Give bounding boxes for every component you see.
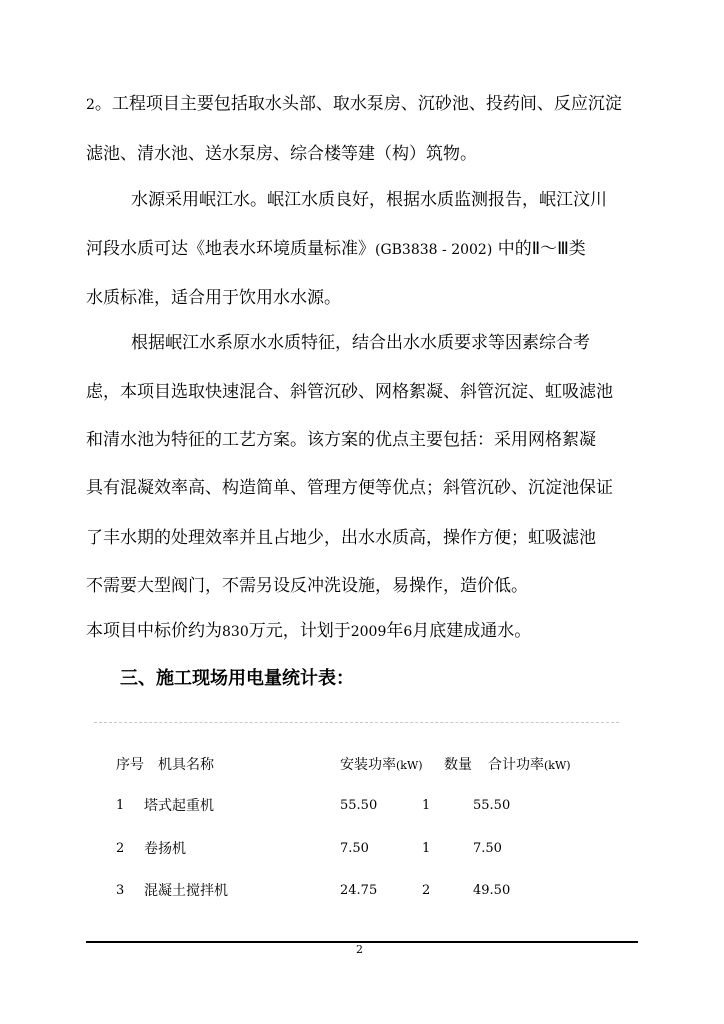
header-power: 安装功率(kW) xyxy=(340,757,423,773)
standard-code: (GB3838 - 2002) xyxy=(375,242,493,258)
table-row-3-name: 混凝土搅拌机 xyxy=(144,883,228,899)
paragraph-3-line-3: 和清水池为特征的工艺方案。该方案的优点主要包括：采用网格絮凝 xyxy=(86,430,596,450)
header-total: 合计功率(kW) xyxy=(488,757,571,773)
table-row-2-total: 7.50 xyxy=(473,841,502,856)
paragraph-3-line-2: 虑，本项目选取快速混合、斜管沉砂、网格絮凝、斜管沉淀、虹吸滤池 xyxy=(86,382,613,402)
table-row-2-index: 2 xyxy=(116,841,125,856)
month: 6 xyxy=(403,624,413,640)
paragraph-3-line-1: 根据岷江水系原水水质特征，结合出水水质要求等因素综合考 xyxy=(131,333,590,353)
table-row-1-total: 55.50 xyxy=(473,798,511,813)
header-name: 机具名称 xyxy=(158,757,214,773)
paragraph-3-line-4: 具有混凝效率高、构造简单、管理方便等优点；斜管沉砂、沉淀池保证 xyxy=(86,478,613,498)
paragraph-1-line-2: 滤池、清水池、送水泵房、综合楼等建（构）筑物。 xyxy=(86,144,477,164)
header-index: 序号 xyxy=(116,757,144,773)
table-row-2-power: 7.50 xyxy=(340,841,369,856)
paragraph-1-line-1: 2。工程项目主要包括取水头部、取水泵房、沉砂池、投药间、反应沉淀 xyxy=(86,94,622,114)
paragraph-4: 本项目中标价约为830万元，计划于2009年6月底建成通水。 xyxy=(86,621,532,641)
paragraph-3-line-5: 了丰水期的处理效率并且占地少，出水水质高，操作方便；虹吸滤池 xyxy=(86,528,596,548)
section-heading: 三、施工现场用电量统计表： xyxy=(120,668,354,689)
table-row-1-name: 塔式起重机 xyxy=(144,798,214,814)
paragraph-2-line-1: 水源采用岷江水。岷江水质良好，根据水质监测报告，岷江汶川 xyxy=(131,190,607,210)
header-qty: 数量 xyxy=(444,757,472,773)
table-row-3-total: 49.50 xyxy=(473,883,511,898)
table-row-2-qty: 1 xyxy=(422,841,431,856)
table-row-1-qty: 1 xyxy=(422,798,431,813)
table-row-3-power: 24.75 xyxy=(340,883,378,898)
table-row-2-name: 卷扬机 xyxy=(144,841,186,857)
dashed-divider xyxy=(94,722,619,723)
paragraph-2-line-2: 河段水质可达《地表水环境质量标准》(GB3838 - 2002) 中的Ⅱ～Ⅲ类 xyxy=(86,239,586,259)
item-number: 2 xyxy=(86,97,95,113)
bid-price: 830 xyxy=(222,624,249,640)
year: 2009 xyxy=(350,624,387,640)
table-row-1-index: 1 xyxy=(116,798,125,813)
table-row-1-power: 55.50 xyxy=(340,798,378,813)
table-row-3-index: 3 xyxy=(116,883,125,898)
paragraph-3-line-6: 不需要大型阀门，不需另设反冲洗设施，易操作，造价低。 xyxy=(86,576,528,596)
page-number: 2 xyxy=(356,943,363,956)
paragraph-2-line-3: 水质标准，适合用于饮用水水源。 xyxy=(86,288,341,308)
table-row-3-qty: 2 xyxy=(422,883,431,898)
